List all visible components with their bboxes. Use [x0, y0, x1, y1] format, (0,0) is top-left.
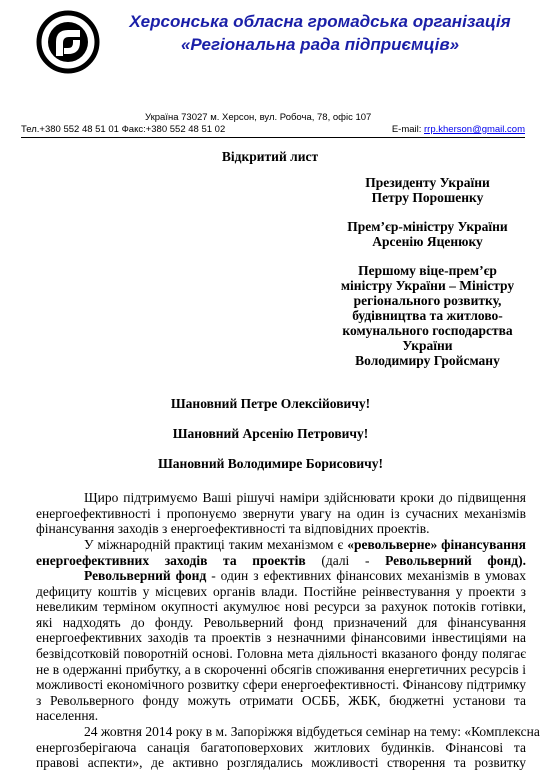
text-line: енергоефективності і пропонуємо звернути увагу на один із сучасних механізмів — [36, 505, 526, 521]
letter-title: Відкритий лист — [221, 149, 319, 164]
text-line: енергоефективних заходів та проектів з незначними фінансовими інвестиціями на — [36, 630, 526, 646]
contact-row — [21, 124, 525, 136]
greeting-vice-prime-minister: Шановний Володимире Борисовичу! — [157, 456, 384, 471]
greeting-president: Шановний Петре Олексійовичу! — [170, 396, 371, 411]
text-line: енергозберігаюча санація багатоповерхових житлових будинків. Фінансові та — [36, 739, 526, 755]
text-line: 24 жовтня 2014 року в м. Запоріжжя відбудеться семінар на тему: «Комплексна — [84, 724, 540, 739]
text-line: безвідсотковій поворотній основі. Головна мета діяльності вказаного фонду полягає — [36, 645, 526, 661]
text-line — [36, 537, 526, 553]
paragraph-mechanism — [36, 537, 526, 568]
text-line: можливості економічного розвитку сфери енергоефективності. Фінансову підтримку — [36, 677, 526, 693]
text-line: правові аспекти», де активно розглядались можливості створення та розвитку — [36, 755, 526, 771]
addressee-line: України — [402, 338, 453, 353]
addressee-line: міністру України – Міністру — [340, 278, 515, 293]
text-line: не в одержанні прибутку, а в скороченні обсягів споживання енергетичних ресурсів і — [36, 661, 526, 677]
text-segment: - один з ефективних фінансових механізмів в умовах — [206, 568, 526, 583]
postal-address: Україна 73027 м. Херсон, вул. Робоча, 78, офіс 107 — [145, 112, 372, 123]
text-line: населення. — [36, 708, 99, 724]
addressee-line: Арсенію Яценюку — [372, 234, 483, 249]
text-line: фінансування заходів з енергоефективності та відповідних проектів. — [36, 521, 430, 537]
text-line: які надходять до фонду. Револьверний фонд призначений для фінансування — [36, 614, 526, 630]
header-divider — [21, 137, 525, 138]
bold-term: Револьверний фонд — [84, 568, 207, 583]
text-segment: (далі - — [305, 552, 386, 568]
text-segment: У міжнародній практиці таким механізмом є — [84, 537, 348, 552]
addressee-prime-minister — [325, 219, 530, 249]
text-line: з Револьверного фонду можуть отримати ОСББ, ЖБК, бюджетні установи та — [36, 692, 526, 708]
text-line — [36, 553, 526, 569]
addressee-line: Президенту України — [365, 175, 490, 190]
paragraph-revolving-fund — [36, 568, 526, 724]
addressee-line: Петру Порошенку — [371, 190, 484, 205]
text-line: Щиро підтримуємо Ваші рішучі наміри здійснювати кроки до підвищення — [84, 490, 526, 505]
text-line: невеликим терміном окупності акумулює нові ресурси за рахунок потоків готівки, — [36, 599, 526, 615]
phone-fax: Тел.+380 552 48 51 01 Факс:+380 552 48 51 02 — [21, 124, 226, 135]
addressee-line: будівництва та житлово- — [352, 308, 503, 323]
addressee-line: Прем’єр-міністру України — [347, 219, 508, 234]
org-name-line2: «Регіональна рада підприємців» — [180, 35, 460, 54]
paragraph-intro — [36, 490, 526, 537]
organization-title — [115, 10, 525, 56]
email-link[interactable]: rrp.kherson@gmail.com — [424, 124, 525, 135]
addressee-president — [325, 175, 530, 205]
bold-term: «револьверне» фінансування — [347, 537, 526, 552]
email-block — [392, 124, 525, 135]
email-label: E-mail: — [391, 124, 425, 135]
organization-logo — [36, 10, 100, 74]
text-line — [36, 568, 526, 584]
addressee-line: комунального господарства — [342, 323, 513, 338]
addressee-line: Володимиру Гройсману — [355, 353, 500, 368]
org-name-line1: Херсонська обласна громадська організація — [129, 12, 511, 31]
addressee-vice-prime-minister — [325, 263, 530, 368]
addressee-line: Першому віце-прем’єр — [358, 263, 497, 278]
paragraph-seminar — [36, 724, 540, 771]
bold-term: Револьверний фонд). — [385, 552, 526, 568]
bold-term: енергоефективних заходів та проектів — [36, 552, 306, 568]
addressee-line: регіонального розвитку, — [353, 293, 502, 308]
text-line: дефициту коштів у місцевих органів влади. Постійне реінвестування у проекти з — [36, 583, 526, 599]
greeting-prime-minister: Шановний Арсенію Петровичу! — [172, 426, 369, 441]
